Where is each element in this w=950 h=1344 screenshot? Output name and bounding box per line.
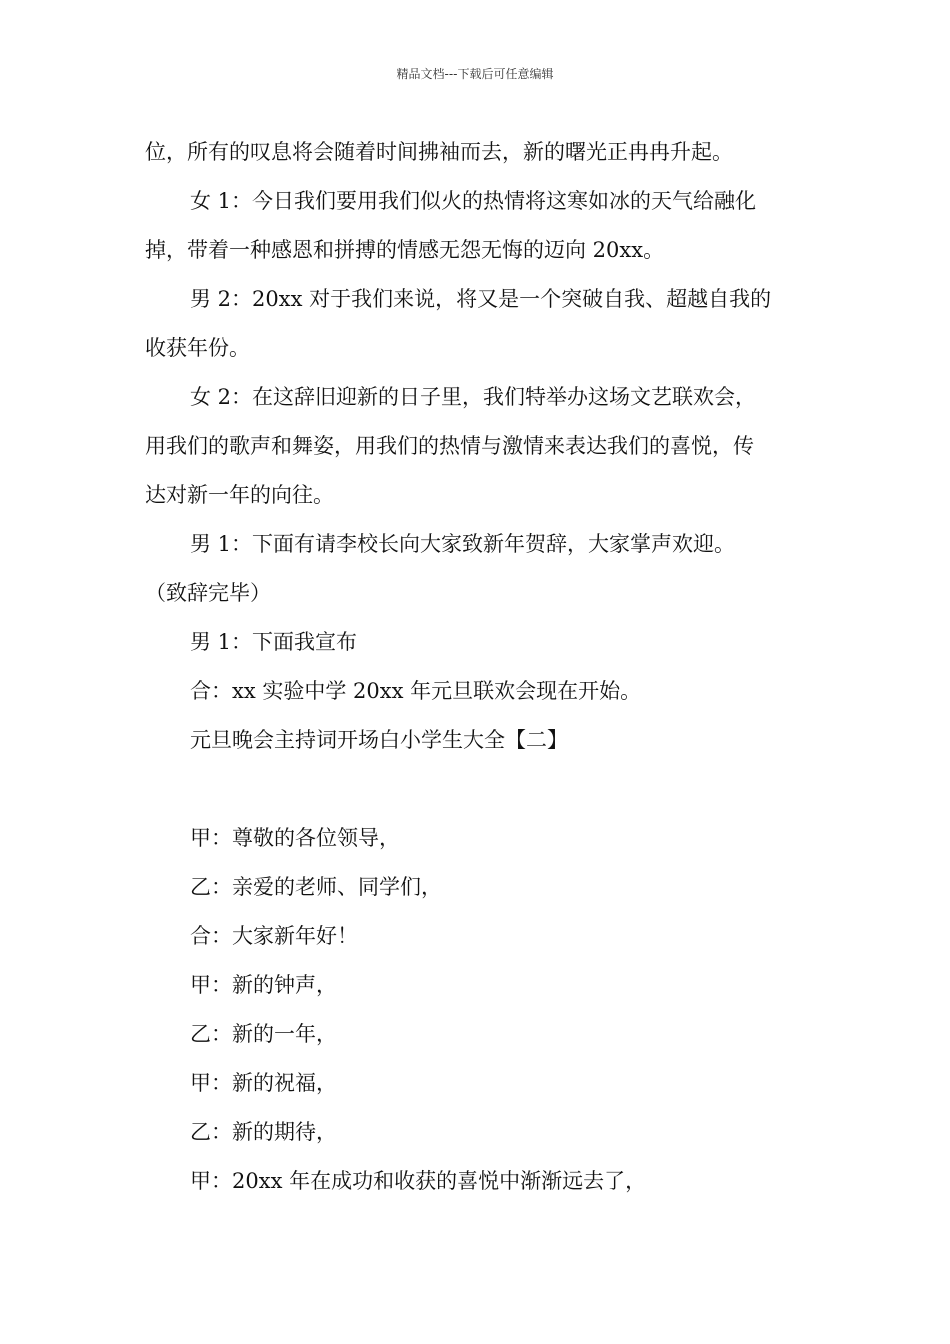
paragraph-line: 男 2：20xx 对于我们来说，将又是一个突破自我、超越自我的 <box>190 287 772 311</box>
paragraph-line: 合：xx 实验中学 20xx 年元旦联欢会现在开始。 <box>190 679 642 703</box>
paragraph-line: 乙：新的一年， <box>190 1022 337 1046</box>
document-body <box>145 128 810 1206</box>
paragraph-line: 男 1：下面有请李校长向大家致新年贺辞，大家掌声欢迎。 <box>190 532 736 556</box>
page-header: 精品文档---下载后可任意编辑 <box>396 67 554 81</box>
paragraph-line: 乙：新的期待， <box>190 1120 337 1144</box>
paragraph-line: 合：大家新年好！ <box>190 924 358 948</box>
section-heading: 元旦晚会主持词开场白小学生大全【二】 <box>190 728 568 752</box>
paragraph-line: 掉，带着一种感恩和拼搏的情感无怨无悔的迈向 20xx。 <box>145 238 665 262</box>
paragraph-line: 收获年份。 <box>145 336 250 360</box>
paragraph-line: 甲：新的钟声， <box>190 973 337 997</box>
paragraph-line: 用我们的歌声和舞姿，用我们的热情与激情来表达我们的喜悦，传 <box>145 434 754 458</box>
paragraph-line: 乙：亲爱的老师、同学们， <box>190 875 442 899</box>
paragraph-line: （致辞完毕） <box>145 581 271 605</box>
paragraph-line: 达对新一年的向往。 <box>145 483 334 507</box>
paragraph-line: 甲：20xx 年在成功和收获的喜悦中渐渐远去了， <box>190 1169 647 1193</box>
paragraph-line: 甲：尊敬的各位领导， <box>190 826 400 850</box>
paragraph-line: 男 1：下面我宣布 <box>190 630 358 654</box>
paragraph-line: 甲：新的祝福， <box>190 1071 337 1095</box>
blank-line <box>145 765 810 814</box>
paragraph-line: 女 2：在这辞旧迎新的日子里，我们特举办这场文艺联欢会， <box>190 385 757 409</box>
paragraph-line: 位，所有的叹息将会随着时间拂袖而去，新的曙光正冉冉升起。 <box>145 140 733 164</box>
paragraph-line: 女 1：今日我们要用我们似火的热情将这寒如冰的天气给融化 <box>190 189 757 213</box>
